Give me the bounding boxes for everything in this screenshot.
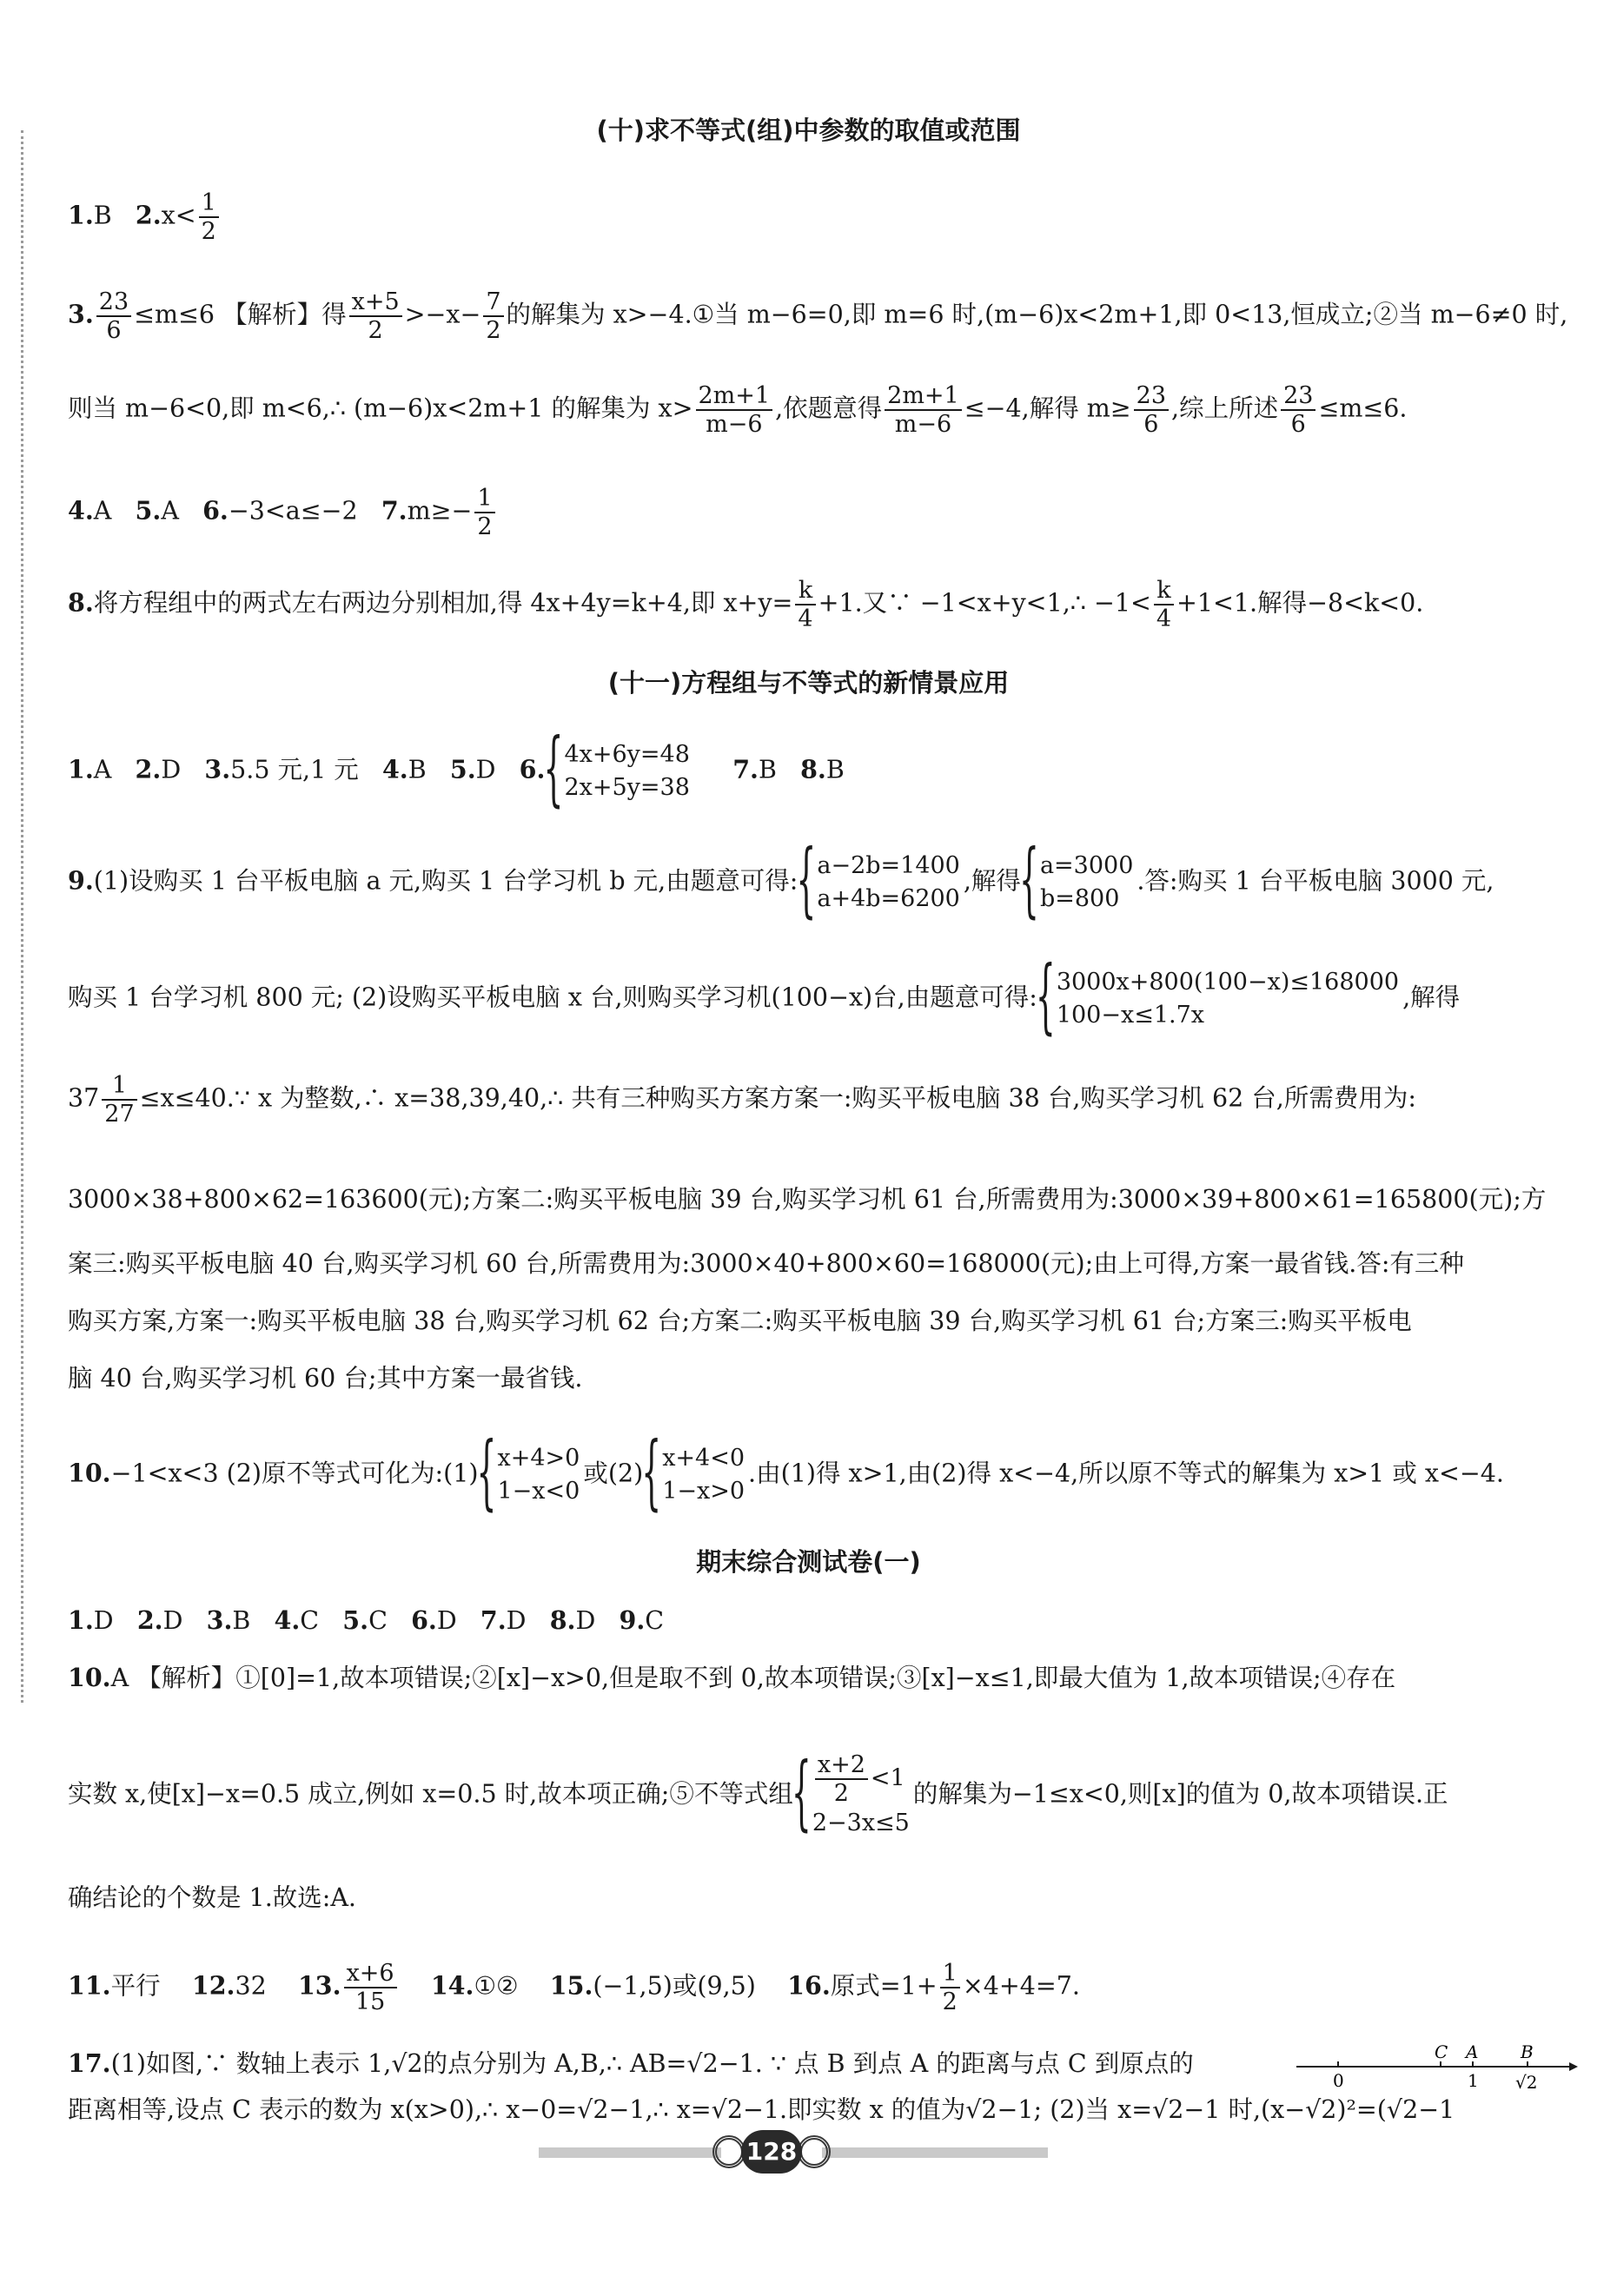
section-11-title: (十一)方程组与不等式的新情景应用 bbox=[607, 668, 1010, 698]
q-number: 1. bbox=[68, 1605, 94, 1635]
equation-system: { a−2b=1400 a+4b=6200 bbox=[801, 850, 960, 916]
q-number: 9. bbox=[68, 865, 94, 896]
answer: ①② bbox=[474, 1971, 519, 2001]
label-a: A bbox=[1466, 2043, 1479, 2062]
fraction: $\frac{x+5}{2}$ bbox=[349, 288, 402, 344]
fraction: $\frac{23}{6}$ bbox=[96, 288, 131, 344]
answer: x< bbox=[161, 201, 196, 230]
final-q10-line2 bbox=[68, 1751, 1568, 1840]
answer: (−1,5)或(9,5) bbox=[593, 1971, 756, 2001]
text: 将方程组中的两式左右两边分别相加,得 4x+4y=k+4,即 x+y= bbox=[93, 588, 793, 618]
inequality-system: { 3000x+800(100−x)≤168000 100−x≤1.7x bbox=[1041, 966, 1399, 1032]
fraction: $\frac{2m+1}{m-6}$ bbox=[885, 382, 962, 438]
s11-q1-8 bbox=[68, 738, 1568, 804]
text: 或(2) bbox=[583, 1459, 644, 1488]
s11-q9-line3 bbox=[68, 1072, 1568, 1128]
q-number: 8. bbox=[549, 1605, 576, 1635]
s11-q9-line4: 3000×38+800×62=163600(元);方案二:购买平板电脑 39 台,购买学习机 61 台,所需费用为:3000×39+800×61=165800(元);方 bbox=[68, 1185, 1547, 1214]
answer: D bbox=[475, 755, 496, 784]
text: ,综上所述 bbox=[1171, 394, 1279, 423]
q-number: 7. bbox=[381, 495, 408, 526]
inequality-system: { x+4>0 1−x<0 bbox=[481, 1442, 580, 1508]
q-number: 6. bbox=[519, 754, 546, 784]
text: ≤−4,解得 m≥ bbox=[964, 394, 1131, 423]
fraction: $\frac{1}{2}$ bbox=[474, 485, 494, 540]
s11-q9-line5: 案三:购买平板电脑 40 台,购买学习机 60 台,所需费用为:3000×40+800×60=168000(元);由上可得,方案一最省钱.答:有三种 bbox=[68, 1249, 1464, 1278]
q-number: 11. bbox=[68, 1970, 111, 2001]
answer: B bbox=[825, 755, 845, 784]
q-number: 13. bbox=[297, 1970, 341, 2001]
text: +1.又∵ −1<x+y<1,∴ −1< bbox=[818, 588, 1151, 618]
text: >−x− bbox=[404, 300, 481, 329]
answer: A bbox=[93, 496, 112, 526]
q-number: 3. bbox=[206, 1605, 233, 1635]
answer: D bbox=[161, 755, 182, 784]
q-number: 5. bbox=[449, 754, 476, 784]
s10-q3-line1 bbox=[68, 288, 1568, 344]
binding-margin-line bbox=[21, 130, 23, 1703]
inequality-system: { x+4<0 1−x>0 bbox=[646, 1442, 745, 1508]
fraction: $\frac{x+6}{15}$ bbox=[344, 1960, 397, 2015]
s11-q9-line6: 购买方案,方案一:购买平板电脑 38 台,购买学习机 62 台;方案二:购买平板电脑 39 台,购买学习机 61 台;方案三:购买平板电 bbox=[68, 1307, 1412, 1335]
q-number: 4. bbox=[274, 1605, 301, 1635]
text: −1<x<3 (2)原不等式可化为:(1) bbox=[110, 1459, 479, 1488]
final-test-title: 期末综合测试卷(一) bbox=[696, 1547, 921, 1577]
label-sqrt2: √2 bbox=[1515, 2072, 1538, 2093]
equation-system: { 4x+6y=48 2x+5y=38 bbox=[548, 738, 689, 804]
s10-q3-line2 bbox=[68, 382, 1568, 438]
answer: D bbox=[93, 1606, 114, 1635]
answer: B bbox=[232, 1606, 251, 1635]
answer: A bbox=[93, 755, 112, 784]
final-q10-line1 bbox=[68, 1661, 1568, 1695]
q-number: 6. bbox=[411, 1605, 437, 1635]
final-q1-9 bbox=[68, 1604, 1568, 1638]
text: A 【解析】①[0]=1,故本项错误;②[x]−x>0,但是取不到 0,故本项错误;③[x]−x≤1,即最大值为 1,故本项错误;④存在 bbox=[110, 1664, 1396, 1692]
ornament-right-icon bbox=[798, 2135, 831, 2168]
label-c: C bbox=[1435, 2043, 1448, 2062]
fraction: $\frac{23}{6}$ bbox=[1134, 382, 1169, 438]
q-number: 2. bbox=[136, 1605, 163, 1635]
text: ,解得 bbox=[963, 866, 1021, 896]
answer: 原式=1+ bbox=[830, 1971, 938, 2001]
fraction: $\frac{k}{4}$ bbox=[795, 577, 815, 632]
text: +1<1.解得−8<k<0. bbox=[1176, 588, 1424, 618]
q-number: 4. bbox=[68, 495, 94, 526]
fraction: $\frac{1}{2}$ bbox=[940, 1960, 960, 2015]
text: ,依题意得 bbox=[775, 394, 883, 423]
text: .答:购买 1 台平板电脑 3000 元, bbox=[1137, 866, 1494, 896]
footer-bar-right bbox=[822, 2147, 1048, 2158]
text: ≤m≤6 【解析】得 bbox=[134, 300, 347, 329]
q-number: 8. bbox=[800, 754, 826, 784]
q-number: 2. bbox=[135, 754, 162, 784]
answer: D bbox=[436, 1606, 457, 1635]
q-number: 10. bbox=[68, 1663, 111, 1692]
text: (1)如图,∵ 数轴上表示 1,√2的点分别为 A,B,∴ AB=√2−1. ∵ 点 B 到点 A 的距离与点 C 到原点的 bbox=[110, 2049, 1194, 2078]
text: 的解集为 x>−4.①当 m−6=0,即 m=6 时,(m−6)x<2m+1,即 0<13,恒成立;②当 m−6≠0 时, bbox=[506, 300, 1568, 329]
q-number: 9. bbox=[619, 1605, 646, 1635]
fraction: $\frac{k}{4}$ bbox=[1154, 577, 1174, 632]
answer: 5.5 元,1 元 bbox=[230, 755, 359, 784]
equation-system: { a=3000 b=800 bbox=[1024, 850, 1133, 916]
q-number: 10. bbox=[68, 1458, 111, 1488]
answer: D bbox=[506, 1606, 527, 1635]
q-number: 6. bbox=[202, 495, 229, 526]
q-number: 12. bbox=[191, 1970, 235, 2001]
answer: D bbox=[162, 1606, 183, 1635]
fraction: $\frac{1}{2}$ bbox=[199, 189, 219, 245]
text: 实数 x,使[x]−x=0.5 成立,例如 x=0.5 时,故本项正确;⑤不等式组 bbox=[68, 1779, 793, 1809]
footer-bar-left bbox=[539, 2147, 721, 2158]
q-number: 7. bbox=[480, 1605, 507, 1635]
label-one: 1 bbox=[1468, 2070, 1479, 2091]
answer: m≥− bbox=[407, 496, 473, 526]
s10-q1-2 bbox=[68, 189, 1568, 245]
fraction: $\frac{1}{27}$ bbox=[102, 1072, 136, 1128]
answer: B bbox=[93, 201, 112, 230]
text: ≤x≤40.∵ x 为整数,∴ x=38,39,40,∴ 共有三种购买方案方案一:购买平板电脑 38 台,购买学习机 62 台,所需费用为: bbox=[139, 1083, 1416, 1113]
text: .由(1)得 x>1,由(2)得 x<−4,所以原不等式的解集为 x>1 或 x<−4. bbox=[748, 1459, 1504, 1488]
answer: 平行 bbox=[110, 1971, 161, 2001]
q-number: 15. bbox=[549, 1970, 593, 2001]
fraction: $\frac{7}{2}$ bbox=[483, 288, 503, 344]
final-q11-16 bbox=[68, 1960, 1568, 2015]
answer: B bbox=[758, 755, 777, 784]
final-q10-line3: 确结论的个数是 1.故选:A. bbox=[68, 1883, 356, 1912]
answer: D bbox=[575, 1606, 596, 1635]
s11-q9-line7: 脑 40 台,购买学习机 60 台;其中方案一最省钱. bbox=[68, 1364, 583, 1393]
answer: −3<a≤−2 bbox=[228, 496, 358, 526]
answer: C bbox=[300, 1606, 320, 1635]
answer: C bbox=[645, 1606, 665, 1635]
s10-q8 bbox=[68, 577, 1568, 632]
q-number: 3. bbox=[204, 754, 231, 784]
q-number: 7. bbox=[732, 754, 759, 784]
text: 购买 1 台学习机 800 元; (2)设购买平板电脑 x 台,则购买学习机(100−x)台,由题意可得: bbox=[68, 983, 1037, 1012]
page-number: 128 bbox=[741, 2130, 802, 2174]
q-number: 2. bbox=[135, 200, 162, 230]
text: (1)设购买 1 台平板电脑 a 元,购买 1 台学习机 b 元,由题意可得: bbox=[93, 866, 799, 896]
q-number: 3. bbox=[68, 299, 94, 329]
answer: B bbox=[408, 755, 427, 784]
fraction: $\frac{2m+1}{m-6}$ bbox=[696, 382, 773, 438]
answer: ×4+4=7. bbox=[962, 1971, 1080, 2001]
s11-q10 bbox=[68, 1442, 1568, 1508]
s10-q4-7 bbox=[68, 485, 1568, 540]
text: 的解集为−1≤x<0,则[x]的值为 0,故本项错误.正 bbox=[912, 1779, 1448, 1809]
text: ≤m≤6. bbox=[1318, 394, 1408, 423]
q-number: 4. bbox=[381, 754, 408, 784]
q-number: 16. bbox=[787, 1970, 831, 2001]
fraction: $\frac{23}{6}$ bbox=[1281, 382, 1315, 438]
inequality-system: { $\frac{x+2}{2}$ <1 2−3x≤5 bbox=[797, 1751, 910, 1840]
text: 则当 m−6<0,即 m<6,∴ (m−6)x<2m+1 的解集为 x> bbox=[68, 394, 693, 423]
answer: C bbox=[368, 1606, 388, 1635]
final-q17-line1 bbox=[68, 2047, 1278, 2081]
s11-q9-line2 bbox=[68, 966, 1568, 1032]
s11-q9-line1 bbox=[68, 850, 1568, 916]
q-number: 17. bbox=[68, 2048, 111, 2078]
section-10-title: (十)求不等式(组)中参数的取值或范围 bbox=[596, 116, 1021, 145]
q-number: 1. bbox=[68, 754, 94, 784]
q-number: 5. bbox=[135, 495, 162, 526]
q-number: 5. bbox=[342, 1605, 369, 1635]
text: ,解得 bbox=[1402, 983, 1461, 1012]
axis-arrow bbox=[1569, 2062, 1578, 2071]
text: 37 bbox=[68, 1083, 100, 1113]
q-number: 14. bbox=[430, 1970, 474, 2001]
label-zero: 0 bbox=[1333, 2070, 1344, 2091]
q-number: 8. bbox=[68, 587, 94, 618]
label-b: B bbox=[1521, 2043, 1534, 2062]
answer: A bbox=[161, 496, 179, 526]
q-number: 1. bbox=[68, 200, 94, 230]
final-q17-line2: 距离相等,设点 C 表示的数为 x(x>0),∴ x−0=√2−1,∴ x=√2−1.即实数 x 的值为√2−1; (2)当 x=√2−1 时,(x−√2)²=(√2−1 bbox=[68, 2095, 1455, 2124]
answer: 32 bbox=[235, 1971, 267, 2001]
